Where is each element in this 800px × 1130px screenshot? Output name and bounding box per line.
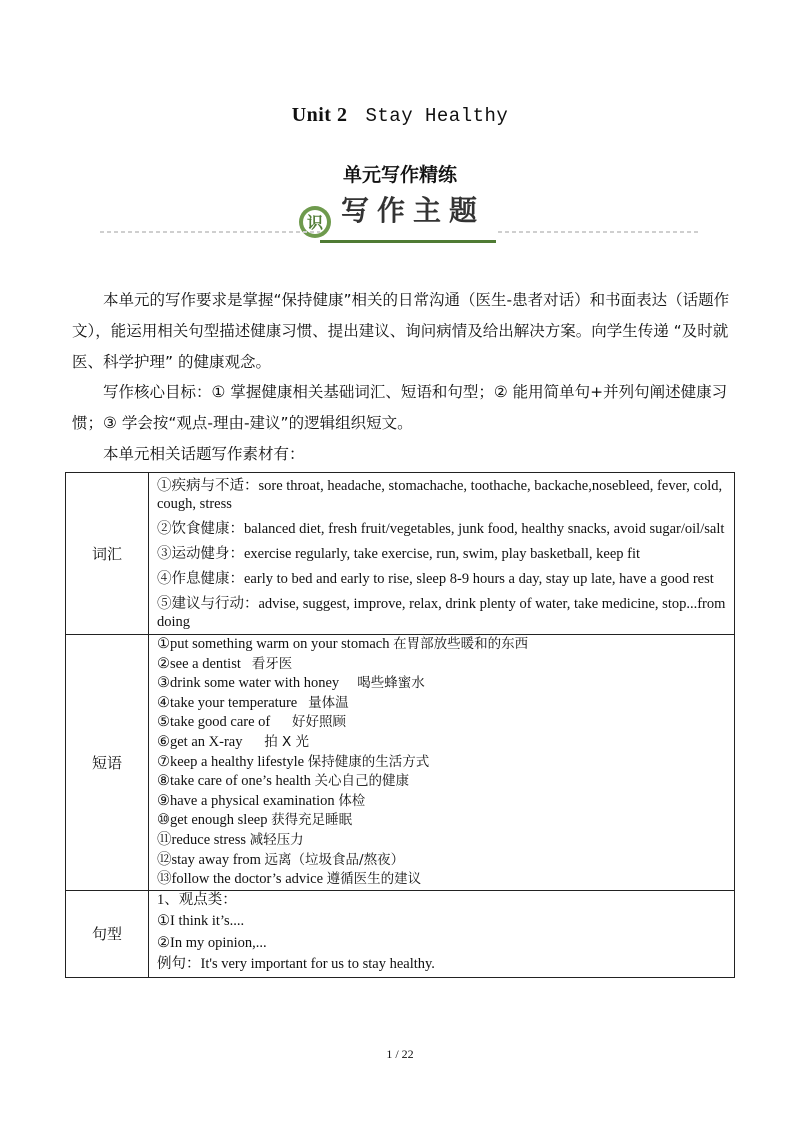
phrase-en: ⑪reduce stress [157, 831, 246, 848]
vocab-item: ①疾病与不适：sore throat, headache, stomachache, toothache, backache,nosebleed, fever, cold, cough, stress [157, 478, 723, 512]
phrase-label: 短语 [66, 635, 149, 891]
phrase-zh: 保持健康的生活方式 [307, 753, 430, 770]
phrase-zh: 关心自己的健康 [314, 773, 410, 790]
phrase-item [157, 674, 728, 694]
pattern-cell [149, 890, 735, 977]
section-heading: 单元写作精练 [342, 164, 457, 186]
phrase-en: ⑦keep a healthy lifestyle [157, 753, 305, 770]
vocab-item: ⑤建议与行动：advise, suggest, improve, relax, drink plenty of water, take medicine, stop...from doing [157, 596, 726, 630]
phrase-item [157, 870, 728, 890]
phrase-en: ④take your temperature [157, 694, 298, 711]
unit-subtitle: Stay Healthy [365, 105, 509, 127]
banner-underline [320, 240, 496, 243]
intro-paragraph: 本单元的写作要求是掌握“保持健康”相关的日常沟通（医生-患者对话）和书面表达（话题作文），能运用相关句型描述健康习惯、提出建议、询问病情及给出解决方案。向学生传递 “及时就医、科学护理” 的健康观念。 [72, 291, 730, 371]
goals-paragraph: 写作核心目标：① 掌握健康相关基础词汇、短语和句型；② 能用简单句+并列句阐述健康习惯；③ 学会按“观点-理由-建议”的逻辑组织短文。 [72, 383, 728, 432]
phrase-cell [149, 635, 735, 891]
phrase-en: ⑧take care of one’s health [157, 773, 311, 790]
phrase-item [157, 792, 728, 812]
phrase-en: ①put something warm on your stomach [157, 636, 390, 652]
phrase-zh: 遵循医生的建议 [326, 871, 422, 888]
phrase-en: ②see a dentist [157, 655, 241, 672]
banner-text: 写作主题 [340, 194, 486, 227]
phrase-item [157, 851, 728, 871]
pattern-item: 例句：It's very important for us to stay healthy. [157, 956, 435, 973]
phrase-en: ⑫stay away from [157, 851, 261, 868]
phrase-item [157, 753, 728, 773]
phrase-item [157, 635, 728, 655]
phrase-zh: 体检 [338, 792, 366, 809]
phrase-en: ⑩get enough sleep [157, 812, 268, 829]
badge-char: 识 [306, 213, 324, 232]
vocab-item: ④作息健康：early to bed and early to rise, sleep 8-9 hours a day, stay up late, have a good rest [157, 571, 714, 587]
phrase-item [157, 811, 728, 831]
phrase-zh: 拍 X 光 [264, 733, 310, 750]
phrase-item [157, 655, 728, 675]
banner-dots-left [100, 230, 320, 234]
vocab-row [66, 473, 735, 635]
writing-topic-banner [295, 186, 515, 246]
phrase-zh: 喝些蜂蜜水 [357, 675, 425, 692]
phrase-zh: 减轻压力 [249, 831, 304, 848]
phrase-zh: 在胃部放些暖和的东西 [393, 636, 529, 652]
pattern-item: ②In my opinion,... [157, 934, 267, 951]
materials-intro: 本单元相关话题写作素材有： [103, 445, 305, 463]
vocab-item: ②饮食健康：balanced diet, fresh fruit/vegetables, junk food, healthy snacks, avoid sugar/oil/salt [157, 521, 725, 537]
phrase-en: ⑨have a physical examination [157, 792, 335, 809]
vocab-label: 词汇 [66, 473, 149, 635]
phrase-zh: 远离（垃圾食品/熬夜） [264, 851, 405, 868]
phrase-zh: 看牙医 [251, 655, 293, 672]
phrase-zh: 量体温 [308, 694, 349, 711]
phrase-zh: 获得充足睡眠 [271, 812, 353, 829]
phrase-item [157, 831, 728, 851]
pattern-item: 1、观点类： [157, 891, 237, 908]
phrase-item [157, 733, 728, 753]
writing-materials-table [65, 472, 735, 978]
pattern-row [66, 890, 735, 977]
vocab-cell [149, 473, 735, 635]
phrase-zh: 好好照顾 [292, 714, 346, 731]
pattern-label: 句型 [66, 890, 149, 977]
page-number: 1 / 22 [386, 1047, 414, 1061]
unit-title [0, 104, 800, 127]
banner-dots-right [498, 230, 698, 234]
vocab-item: ③运动健身：exercise regularly, take exercise, run, swim, play basketball, keep fit [157, 546, 641, 562]
phrase-item [157, 713, 728, 733]
phrase-en: ⑬follow the doctor’s advice [157, 871, 324, 888]
phrase-item [157, 772, 728, 792]
phrase-item [157, 694, 728, 714]
phrase-en: ⑤take good care of [157, 714, 271, 731]
pattern-item: ①I think it’s.... [157, 913, 245, 930]
unit-number: Unit 2 [291, 104, 348, 126]
phrase-en: ⑥get an X-ray [157, 733, 243, 750]
phrase-en: ③drink some water with honey [157, 675, 340, 692]
phrase-row [66, 635, 735, 891]
